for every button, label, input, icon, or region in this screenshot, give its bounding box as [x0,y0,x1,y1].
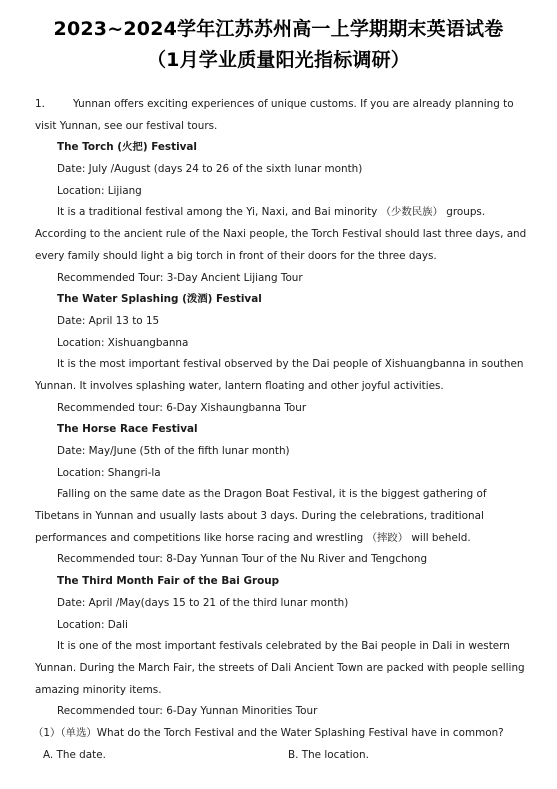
festival-desc-line: Tibetans in Yunnan and usually lasts about 3 days. During the celebrations, traditional [35,510,484,523]
festival-desc-line: Yunnan. During the March Fair, the streets of Dali Ancient Town are packed with people selling [35,661,525,674]
festival-desc-line: Falling on the same date as the Dragon Boat Festival, it is the biggest gathering of [57,488,487,501]
festival-title: The Horse Race Festival [57,423,198,436]
passage-intro-line-2: visit Yunnan, see our festival tours. [35,119,218,132]
question-number: 1． [35,98,53,110]
festival-title: The Torch (火把) Festival [57,141,197,154]
page-title: 2023~2024学年江苏苏州高一上学期期末英语试卷 [53,18,504,40]
festival-desc-line: amazing minority items. [35,683,162,696]
question-stem: （1）（单选）What do the Torch Festival and the Water Splashing Festival have in common? [33,726,504,739]
festival-desc-line: every family should light a big torch in front of their doors for the three days. [35,249,437,262]
festival-title: The Water Splashing (泼酒) Festival [57,293,262,306]
option-b[interactable]: B. The location. [288,748,369,761]
festival-desc-line: It is the most important festival observed by the Dai people of Xishuangbanna in southen [57,358,524,371]
festival-desc-line: Yunnan. It involves splashing water, lantern floating and other joyful activities. [35,379,444,392]
passage [35,94,535,766]
festival-tour: Recommended tour: 6-Day Xishaungbanna Tour [57,401,307,414]
passage-intro-line-1 [35,94,535,116]
festival-tour: Recommended tour: 8-Day Yunnan Tour of the Nu River and Tengchong [57,553,428,566]
page-subtitle: （1月学业质量阳光指标调研） [146,49,411,71]
festival-location: Location: Xishuangbanna [57,336,189,349]
festival-desc-line: It is a traditional festival among the Yi, Naxi, and Bai minority （少数民族） groups. [57,206,486,219]
festival-location: Location: Dali [57,618,128,631]
festival-tour: Recommended Tour: 3-Day Ancient Lijiang Tour [57,271,303,284]
festival-date: Date: April /May(days 15 to 21 of the third lunar month) [57,596,349,609]
festival-desc-line: performances and competitions like horse racing and wrestling （摔跤） will beheld. [35,531,471,544]
festival-tour: Recommended tour: 6-Day Yunnan Minorities Tour [57,705,318,718]
festival-location: Location: Lijiang [57,184,142,197]
festival-desc-line: According to the ancient rule of the Naxi people, the Torch Festival should last three days, and [35,228,527,241]
intro-text-1: Yunnan offers exciting experiences of unique customs. If you are already planning to [73,98,514,110]
festival-date: Date: May/June (5th of the fifth lunar month) [57,445,290,457]
festival-date: Date: April 13 to 15 [57,314,160,327]
festival-desc-line: It is one of the most important festivals celebrated by the Bai people in Dali in western [57,640,510,653]
festival-location: Location: Shangri-la [57,466,161,479]
question-options [35,745,535,767]
festival-date: Date: July /August (days 24 to 26 of the sixth lunar month) [57,163,363,176]
festival-title: The Third Month Fair of the Bai Group [57,575,280,588]
option-a[interactable]: A. The date. [43,748,106,761]
